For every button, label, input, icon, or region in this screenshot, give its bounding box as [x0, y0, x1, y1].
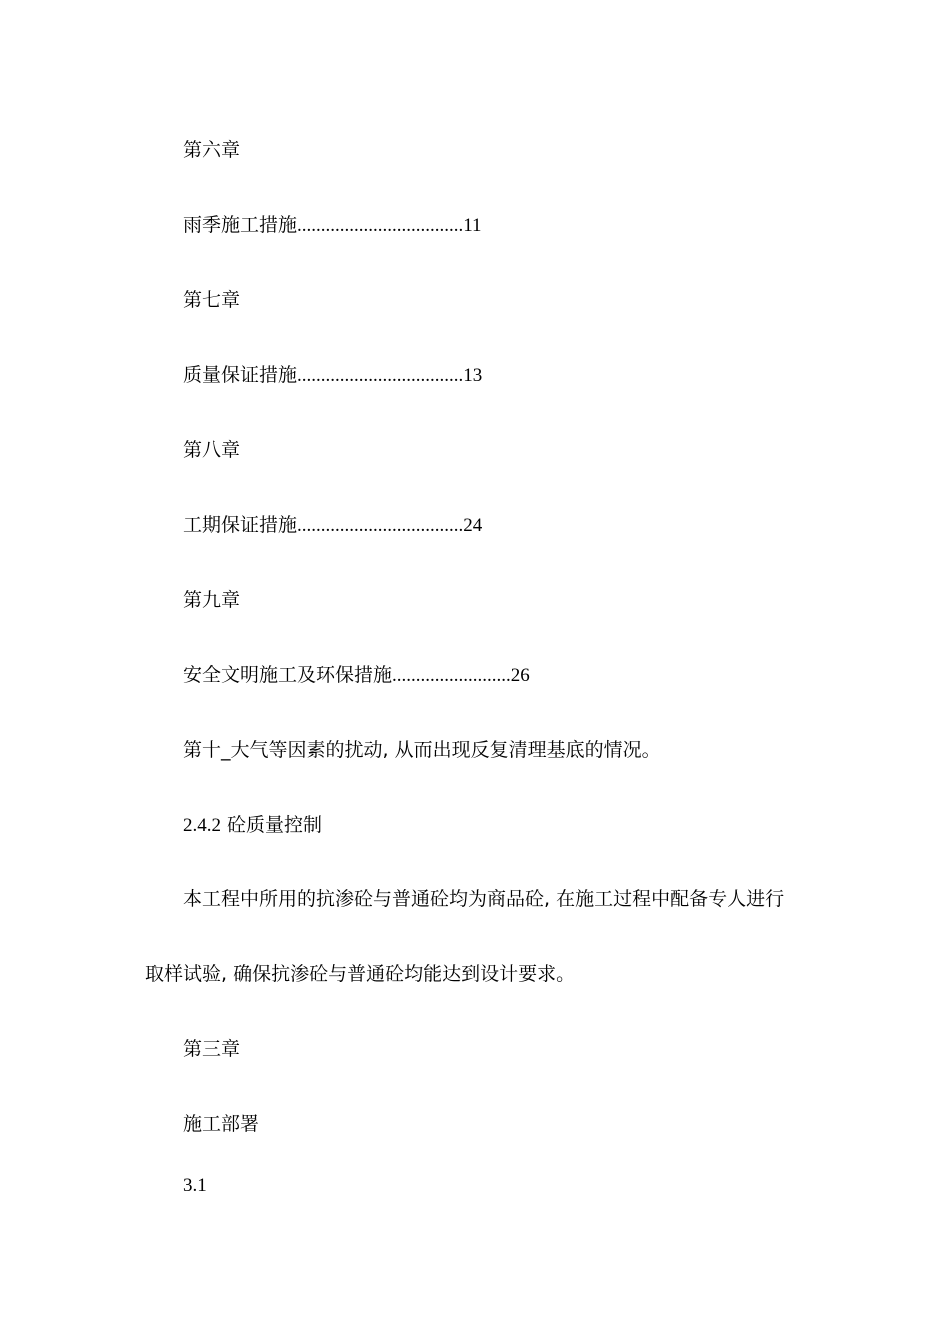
body-paragraph [183, 887, 784, 911]
section-heading [183, 813, 322, 838]
section-number: 3.1 [183, 1175, 207, 1196]
chapter-title-text: 施工部署 [183, 1113, 260, 1135]
toc-entry-page: 11 [463, 215, 482, 236]
section-title: 砼质量控制 [221, 814, 323, 836]
toc-entry-page: 24 [463, 515, 483, 536]
toc-entry [183, 663, 530, 688]
chapter-heading [183, 588, 240, 612]
chapter-heading [183, 138, 240, 162]
toc-entry-leader: ................................... [297, 215, 464, 236]
body-paragraph-continuation [145, 962, 575, 986]
section-number-heading [183, 1174, 207, 1198]
body-paragraph-text: 取样试验, 确保抗渗砼与普通砼均能达到设计要求。 [145, 963, 576, 985]
body-paragraph-text: 本工程中所用的抗渗砼与普通砼均为商品砼, 在施工过程中配备专人进行 [183, 888, 785, 910]
chapter-heading-text: 第八章 [183, 439, 241, 461]
chapter-heading-text: 第七章 [183, 289, 241, 311]
chapter-title [183, 1112, 259, 1136]
toc-entry-leader: ......................... [392, 665, 511, 686]
toc-entry-leader: ................................... [297, 365, 464, 386]
toc-entry-title: 雨季施工措施 [183, 214, 298, 236]
toc-entry-title: 质量保证措施 [183, 364, 298, 386]
body-paragraph-text: 第十_大气等因素的扰动, 从而出现反复清理基底的情况。 [183, 739, 661, 761]
toc-entry [183, 213, 482, 238]
toc-entry-title: 安全文明施工及环保措施 [183, 664, 393, 686]
chapter-heading [183, 438, 240, 462]
toc-entry-page: 26 [510, 665, 530, 686]
toc-entry [183, 363, 482, 388]
chapter-heading-text: 第六章 [183, 139, 241, 161]
chapter-heading [183, 1037, 240, 1061]
toc-entry [183, 513, 482, 538]
toc-entry-leader: ................................... [297, 515, 464, 536]
chapter-heading [183, 288, 240, 312]
chapter-heading-text: 第九章 [183, 589, 241, 611]
body-paragraph [183, 738, 661, 762]
toc-entry-page: 13 [463, 365, 483, 386]
toc-entry-title: 工期保证措施 [183, 514, 298, 536]
section-number: 2.4.2 [183, 815, 221, 836]
chapter-heading-text: 第三章 [183, 1038, 241, 1060]
